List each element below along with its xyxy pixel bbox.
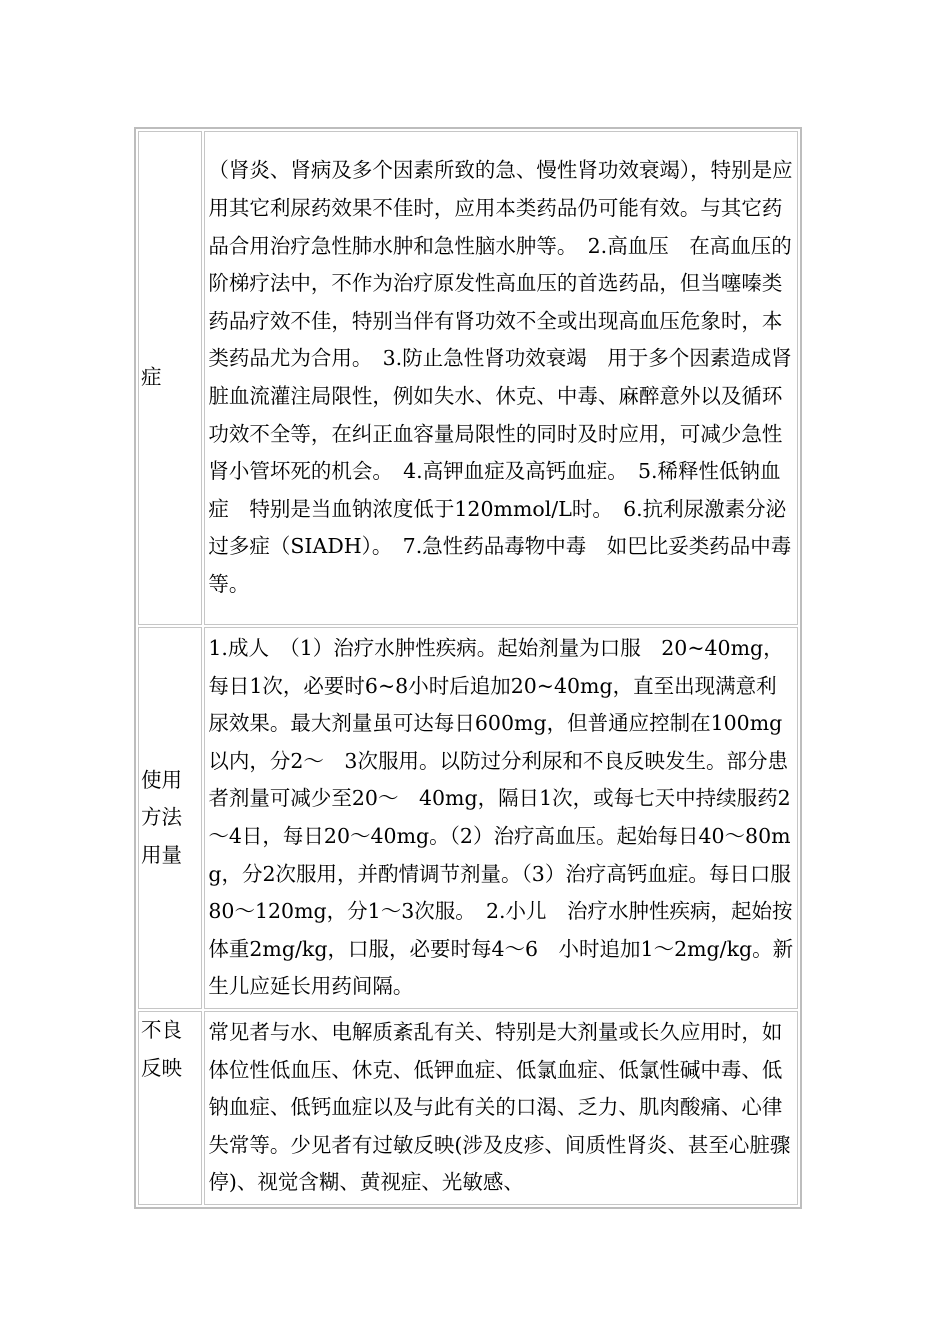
row-label-indications: 症: [138, 131, 202, 625]
row-content-adverse-reactions: 常见者与水、电解质紊乱有关、特别是大剂量或长久应用时，如体位性低血压、休克、低钾血症、低氯血症、低氯性碱中毒、低钠血症、低钙血症以及与此有关的口渴、乏力、肌肉酸痛、心律失常等。少见者有过敏反映(涉及皮疹、间质性肾炎、甚至心脏骤停)、视觉含糊、黄视症、光敏感、: [204, 1011, 798, 1205]
drug-info-table: [134, 127, 802, 1209]
row-label-dosage: 使用方法用量: [138, 627, 202, 1009]
row-content-dosage: 1.成人 （1）治疗水肿性疾病。起始剂量为口服 20~40mg，每日1次，必要时6~8小时后追加20~40mg，直至出现满意利尿效果。最大剂量虽可达每日600mg，但普通应控制在100mg以内，分2～ 3次服用。以防过分利尿和不良反映发生。部分患者剂量可减少至20～ 40mg，隔日1次，或每七天中持续服药2～4日，每日20～40mg。（2）治疗高血压。起始每日40～80mg，分2次服用，并酌情调节剂量。（3）治疗高钙血症。每日口服80～120mg，分1～3次服。 2.小儿 治疗水肿性疾病，起始按体重2mg/kg，口服，必要时每4～6 小时追加1～2mg/kg。新生儿应延长用药间隔。: [204, 627, 798, 1009]
table-row-indications: [138, 131, 798, 625]
table-row-dosage: [138, 627, 798, 1009]
row-label-adverse-reactions: 不良反映: [138, 1011, 202, 1205]
row-content-indications: （肾炎、肾病及多个因素所致的急、慢性肾功效衰竭），特别是应用其它利尿药效果不佳时，应用本类药品仍可能有效。与其它药品合用治疗急性肺水肿和急性脑水肿等。 2.高血压 在高血压的阶梯疗法中，不作为治疗原发性高血压的首选药品，但当噻嗪类药品疗效不佳，特别当伴有肾功效不全或出现高血压危象时，本类药品尤为合用。 3.防止急性肾功效衰竭 用于多个因素造成肾脏血流灌注局限性，例如失水、休克、中毒、麻醉意外以及循环功效不全等，在纠正血容量局限性的同时及时应用，可减少急性肾小管坏死的机会。 4.高钾血症及高钙血症。 5.稀释性低钠血症 特别是当血钠浓度低于120mmol/L时。 6.抗利尿激素分泌过多症（SIADH）。 7.急性药品毒物中毒 如巴比妥类药品中毒等。: [204, 131, 798, 625]
table-row-adverse-reactions: [138, 1011, 798, 1205]
